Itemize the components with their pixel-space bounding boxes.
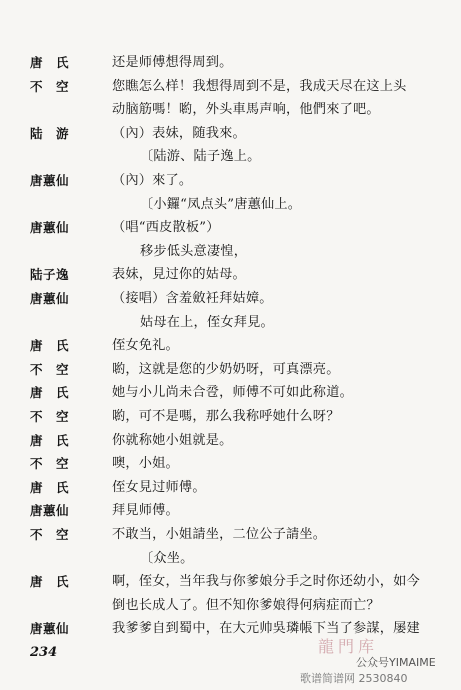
- speech-text: 喲，可不是嗎，那么我称呼她什么呀？: [112, 409, 340, 424]
- speech-text: （內）表妹，随我來。: [112, 125, 246, 141]
- dialogue-line: [0, 571, 461, 593]
- speaker-name: 唐 氏: [30, 55, 70, 70]
- speaker-name: 不 空: [30, 527, 70, 542]
- dialogue-line: [0, 123, 461, 145]
- speaker-name: 唐 氏: [30, 574, 70, 590]
- dialogue-line: [0, 52, 461, 74]
- speech-text: 还是师傅想得周到。: [112, 55, 233, 70]
- speaker-name: 唐 氏: [30, 338, 70, 354]
- speech-text: 噢，小姐。: [112, 456, 179, 472]
- continuation-text: 〔陆游、陆子逸上。: [140, 149, 261, 165]
- speaker-name: 不 空: [30, 409, 70, 424]
- speaker-name: 唐 氏: [30, 432, 70, 448]
- continuation-text: 倒也长成人了。但不知你爹娘得何病症而亡？: [112, 597, 380, 613]
- speech-text: （內）來了。: [112, 173, 193, 188]
- speech-text: 您瞧怎么样！我想得周到不是，我成天尽在这上头: [112, 78, 407, 94]
- continuation-text: 〔小鑼“凤点头”唐蕙仙上。: [140, 196, 302, 212]
- continuation-text: 姑母在上，侄女拜見。: [140, 314, 274, 330]
- dialogue-line: [0, 170, 461, 192]
- speech-text: （接唱）含羞斂衽拜姑嫜。: [112, 291, 273, 306]
- dialogue-line: [0, 524, 461, 546]
- dialogue-line: [0, 548, 461, 570]
- dialogue-line: [0, 288, 461, 310]
- speech-text: 不敢当，小姐請坐，二位公子請坐。: [112, 527, 327, 542]
- dialogue-line: [0, 500, 461, 522]
- dialogue-line: [0, 264, 461, 286]
- speech-text: 表妹，見过你的姑母。: [112, 267, 246, 283]
- dialogue-line: [0, 312, 461, 334]
- dialogue-line: [0, 194, 461, 216]
- speaker-name: 唐蕙仙: [30, 503, 70, 519]
- dialogue-line: [0, 241, 461, 263]
- speaker-name: 不 空: [30, 456, 70, 472]
- speech-text: 你就称她小姐就是。: [112, 432, 233, 448]
- dialogue-line: [0, 335, 461, 357]
- dialogue-line: [0, 430, 461, 452]
- speaker-name: 唐蕙仙: [30, 621, 70, 637]
- dialogue-line: [0, 217, 461, 239]
- speaker-name: 不 空: [30, 78, 70, 94]
- dialogue-line: [0, 477, 461, 499]
- continuation-text: 动脑筋嗎！喲，外头車馬声响，他們來了吧。: [112, 102, 380, 118]
- speech-text: （唱“西皮散板”）: [112, 220, 220, 236]
- speaker-name: 陆 游: [30, 125, 70, 141]
- speech-text: 侄女見过师傅。: [112, 479, 206, 495]
- dialogue-line: [0, 406, 461, 428]
- dialogue-line: [0, 146, 461, 168]
- speaker-name: 唐蕙仙: [30, 291, 70, 306]
- dialogue-line: [0, 99, 461, 121]
- speech-text: 啊，侄女，当年我与你爹娘分手之时你还幼小，如今: [112, 574, 420, 590]
- dialogue-line: [0, 595, 461, 617]
- speaker-name: 不 空: [30, 361, 70, 377]
- speech-text: 我爹爹自到蜀中，在大元帅吳璘帳下当了参謀，屡建: [112, 621, 420, 637]
- continuation-text: 移步低头意凄惶，: [140, 243, 248, 259]
- dialogue-line: [0, 76, 461, 98]
- speaker-name: 唐 氏: [30, 385, 70, 401]
- speech-text: 她与小儿尚未合卺，师傅不可如此称道。: [112, 385, 353, 401]
- speech-text: 侄女免礼。: [112, 338, 179, 354]
- speaker-name: 唐蕙仙: [30, 220, 70, 236]
- watermark-site: 歌谱简谱网 2530840: [300, 672, 408, 685]
- continuation-text: 〔众坐。: [140, 550, 194, 566]
- speaker-name: 陆子逸: [30, 267, 70, 283]
- watermark-public-account: 公众号YIMAIME: [356, 656, 436, 669]
- speech-text: 喲，这就是您的少奶奶呀，可真漂亮。: [112, 361, 340, 377]
- dialogue-line: [0, 382, 461, 404]
- speech-text: 拜見师傅。: [112, 503, 179, 519]
- dialogue-line: [0, 359, 461, 381]
- dialogue-line: [0, 453, 461, 475]
- speaker-name: 唐蕙仙: [30, 173, 70, 188]
- watermark-logo: 龍門库: [318, 637, 379, 656]
- page-number: 234: [30, 645, 58, 660]
- speaker-name: 唐 氏: [30, 479, 70, 495]
